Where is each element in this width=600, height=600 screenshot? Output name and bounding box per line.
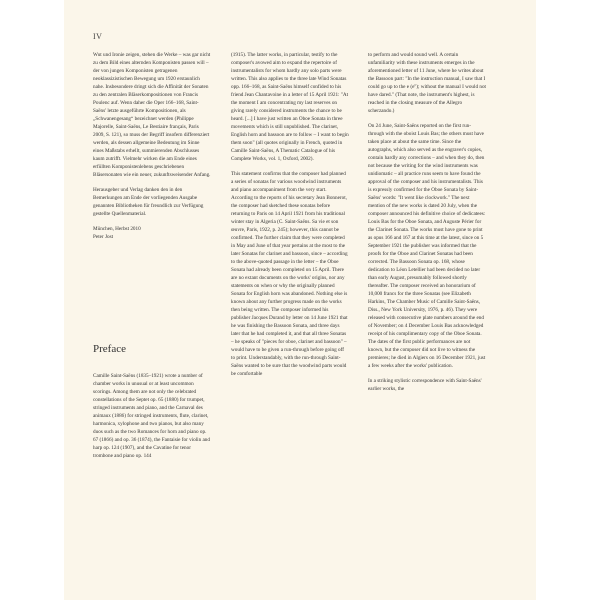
paragraph: On 24 June, Saint-Saëns reported on the first run-through with the oboist Louis Bas; the others must have taken place at about the same time. Since the autographs, which also served as the engraver's copies, contain hardly any corrections – and when they do, then not because the writing for the wind instruments was unidiomatic – all practice runs seem to have found the approval of the composer and his instrumentalists. This is expressly confirmed for the Oboe Sonata by Saint-Saëns' words: "It went like clockwork." The next mention of the new works is dated 20 July, when the composer announced his definitive choice of dedicatees: Louis Bas for the Oboe Sonata, and Auguste Périer for the Clarinet Sonata. The works must have gone to print as opus 166 and 167 at this time at the latest, since on 5 September 1921 the publisher was informed that the proofs for the Oboe and Clarinet Sonatas had been corrected. The Bassoon Sonata op. 168, whose dedication to Léon Letellier had been decided no later than early August, presumably followed shortly thereafter. The composer received an honorarium of 10,000 francs for the three Sonatas (see Elizabeth Harkins, The Chamber Music of Camille Saint-Saëns, Diss., New York University, 1976, p. 46). They were released with consecutive plate numbers around the end of November; on 4 December Louis Bas acknowledged receipt of his complimentary copy of the Oboe Sonata. The dates of the first public performances are not known, but the composer did not live to witness the premieres; he died in Algiers on 16 December 1921, just a few weeks after the works' publication. — [368, 123, 486, 369]
paragraph: This statement confirms that the composer had planned a series of sonatas for various woodwind instruments and piano accompaniment from the very start. According to the reports of his secretary Jean Bonnerot, the composer had sketched these sonatas before returning to Paris on 14 April 1921 from his traditional winter stay in Algeria (C. Saint-Saëns. Sa vie et son œuvre, Paris, 1922, p. 245); however, this cannot be confirmed. The further claim that they were completed in May and June of that year pertains at the most to the later Sonatas for clarinet and bassoon, since – according to the above-quoted passage in the letter – the Oboe Sonata had already been completed on 15 April. There are no extant documents on the works' origins, nor any statements on when or why the originally planned Sonata for English horn was abandoned. Nothing else is known about any further progress made on the works then being written. The composer informed his publisher Jacques Durand by letter on 14 June 1921 that he was finishing the Bassoon Sonata, and three days later that he had completed it, and that all three Sonatas – he speaks of "pieces for oboe, clarinet and bassoon" – would have to be given a run-through before going off to print. Understandably, with the run-through Saint-Saëns wanted to be sure that the woodwind parts would be comfortable — [231, 171, 348, 377]
column-3 — [368, 51, 486, 400]
signature: München, Herbst 2010 Peter Jost — [93, 226, 141, 240]
page-number: IV — [93, 32, 103, 41]
column-1-german — [93, 51, 211, 248]
column-1-english — [93, 372, 211, 460]
paragraph: Camille Saint-Saëns (1835–1921) wrote a number of chamber works in unusual or at least uncommon scorings. Among them are not only the celebrated constellations of the Septet op. 65 (1880) for trumpet, stringed instruments and piano, and the Carnaval des animaux (1886) for stringed instruments, flute, clarinet, harmonica, xylophone and two pianos, but also many duos such as the two Romances for horn and piano op. 67 (1866) and op. 36 (1874), the Fantaisie for violin and harp op. 124 (1907), and the Cavatine for tenor trombone and piano op. 144 — [93, 373, 210, 459]
column-2 — [231, 51, 349, 385]
paragraph: to perform and would sound well. A certain unfamiliarity with these instruments emerges in the aforementioned letter of 11 June, where he writes about the Bassoon part: "In the instruction manual, I saw that I could go up to the e (e''); without the manual I would not have dared." (That note, the instrument's highest, is reached in the closing measure of the Allegro scherzando.) — [368, 52, 486, 114]
paragraph: (1915). The latter works, in particular, testify to the composer's avowed aim to expand the repertoire of instrumentalists for whom hardly any solo parts were written. This also applies to the three late Wind Sonatas opp. 166–168, as Saint-Saëns himself confided to his friend Jean Chantavoine in a letter of 15 April 1921: "At the moment I am concentrating my last reserves on giving rarely considered instruments the chance to be heard. [...] I have just written an Oboe Sonata in three movements which is still unpublished. The clarinet, English horn and bassoon are to follow – I want to begin them soon" (all quotes originally in French, quoted in Camille Saint-Saëns, A Thematic Catalogue of his Complete Works, vol. 1, Oxford, 2002). — [231, 52, 349, 162]
paragraph: Wut und Ironie zeigen, stehen die Werke – was gar nicht zu dem Bild eines alternden Komponisten passen will – der von jungen Komponisten getragenen neoklassizistischen Bewegung um 1920 erstaunlich nahe. Insbesondere dringt sich die Affinität der Sonaten zu den zentralen Bläserkompositionen von Francis Poulenc auf. Wenn daher die Oper 166–168, Saint-Saëns' letzte ausgeführte Kompositionen, als „Schwanengesang“ bezeichnet werden (Philippe Majorelle, Saint-Saëns, Le Bestiaire français, Paris 2009, S. 121), so muss der Begriff insofern differenziert werden, als dessen allgemeine Bedeutung im Sinne eines Maßstabs erhellt, summierenden Abschlusses kaum zutrifft. Vielmehr wirken die am Ende eines erfüllten Komponistenlebens geschriebenen Bläsersonaten wie ein neuer, zukunftsweisender Anfang. — [93, 52, 211, 178]
paragraph: Herausgeber und Verlag danken den in den Bemerkungen am Ende der vorliegenden Ausgabe genannten Bibliotheken für freundlich zur Verfügung gestellte Quellenmaterial. — [93, 187, 204, 217]
section-heading: Preface — [93, 343, 126, 355]
paragraph: In a striking stylistic correspondence with Saint-Saëns' earlier works, the — [368, 378, 482, 392]
